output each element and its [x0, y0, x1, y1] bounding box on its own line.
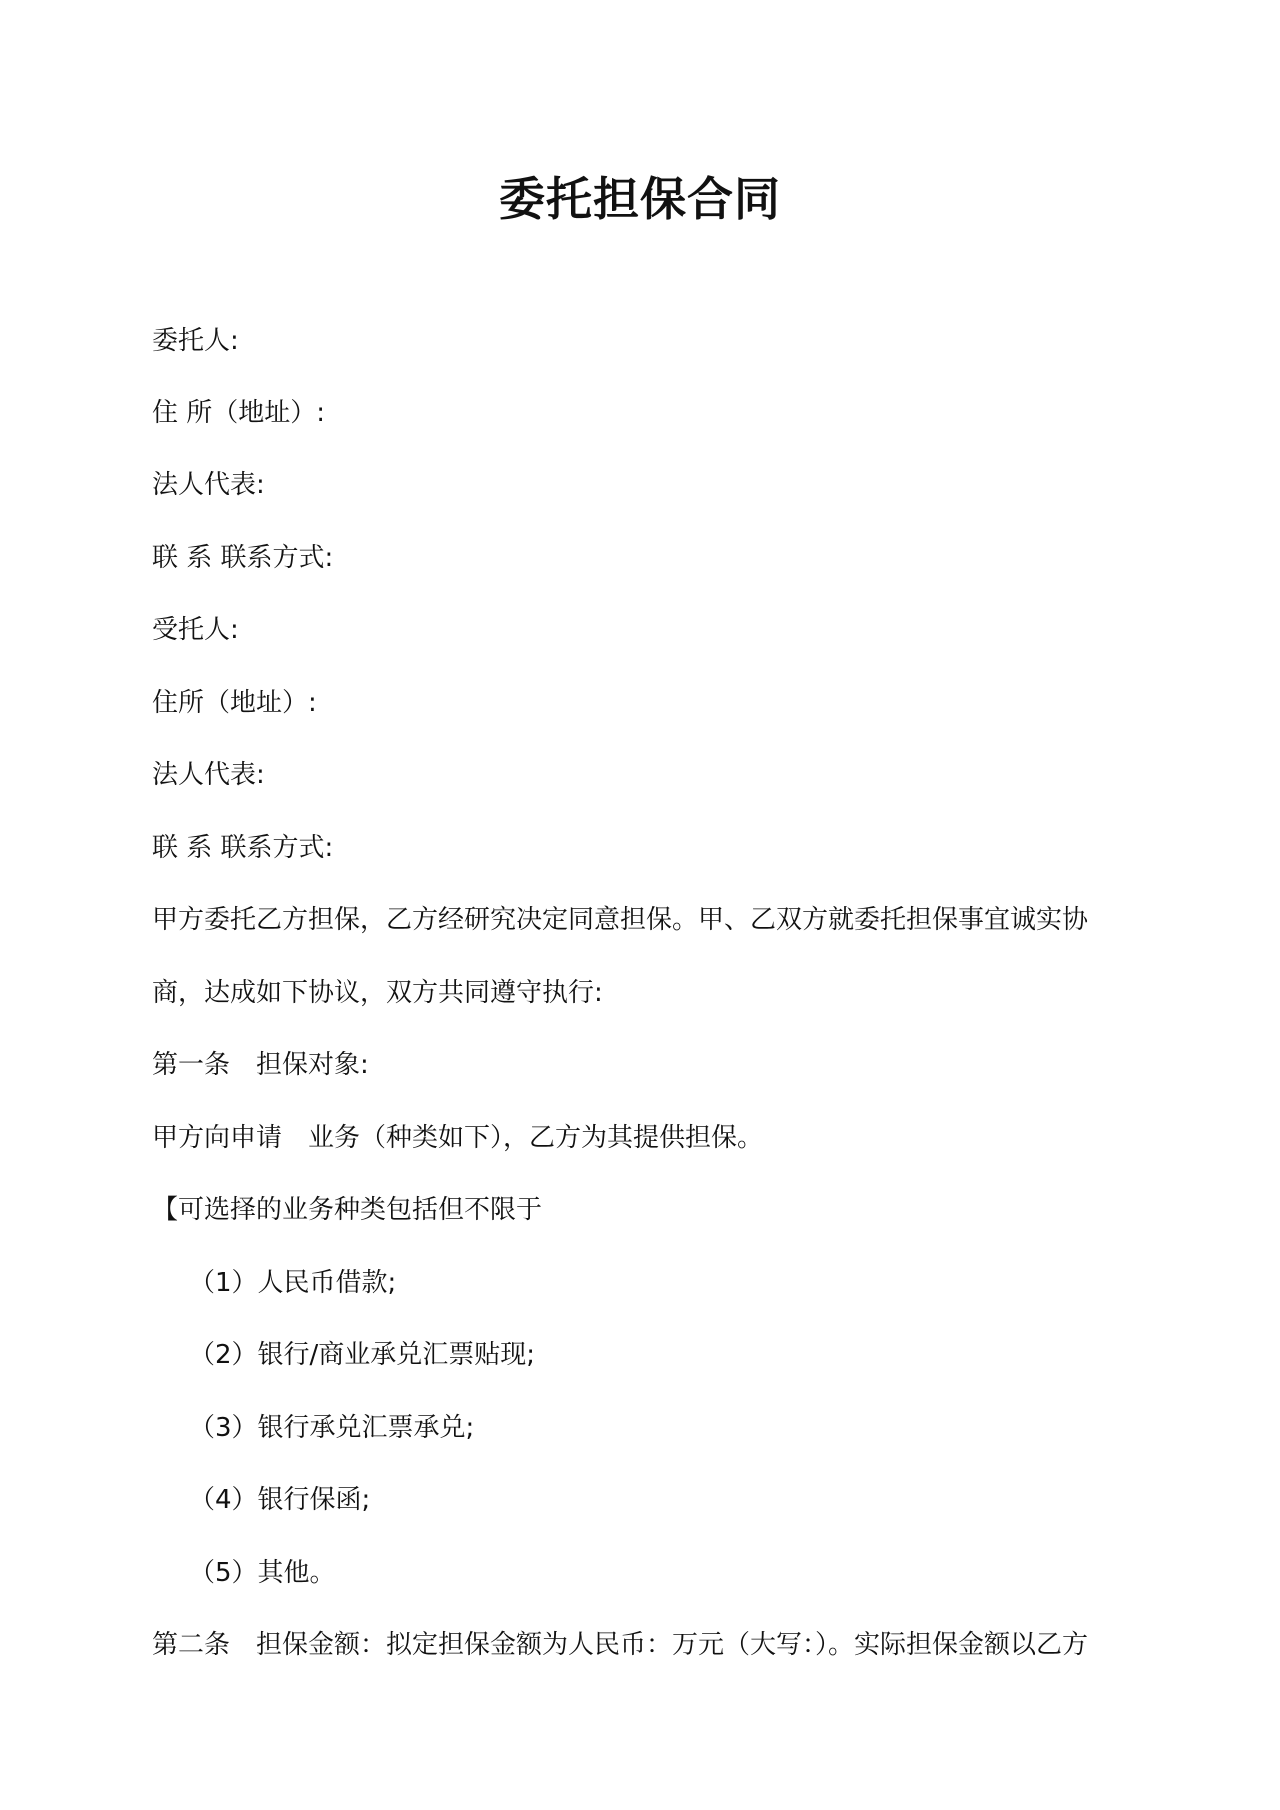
- trustee-address-label: 住所（地址）:: [152, 688, 317, 718]
- article-1-body: 甲方向申请 业务（种类如下），乙方为其提供担保。: [152, 1123, 764, 1153]
- document-title: 委托担保合同: [499, 172, 781, 226]
- principal-label: 委托人:: [152, 326, 239, 356]
- trustee-label: 受托人:: [152, 615, 239, 645]
- trustee-legal-rep-label: 法人代表:: [152, 760, 265, 790]
- principal-address-label: 住 所（地址）:: [152, 398, 326, 428]
- business-types-intro: 【可选择的业务种类包括但不限于: [152, 1195, 543, 1225]
- list-item: （1）人民币借款;: [189, 1268, 397, 1298]
- list-item: （5）其他。: [189, 1558, 336, 1588]
- list-item: （4）银行保函;: [189, 1485, 371, 1515]
- trustee-contact-label: 联 系 联系方式:: [152, 833, 334, 863]
- article-2-heading: 第二条 担保金额：拟定担保金额为人民币：万元（大写：）。实际担保金额以乙方: [152, 1630, 1089, 1660]
- preamble-line-2: 商，达成如下协议，双方共同遵守执行:: [152, 978, 603, 1008]
- list-item: （3）银行承兑汇票承兑;: [189, 1413, 475, 1443]
- preamble-line-1: 甲方委托乙方担保，乙方经研究决定同意担保。甲、乙双方就委托担保事宜诚实协: [152, 905, 1089, 935]
- article-1-heading: 第一条 担保对象:: [152, 1050, 369, 1080]
- principal-contact-label: 联 系 联系方式:: [152, 543, 334, 573]
- list-item: （2）银行/商业承兑汇票贴现;: [189, 1340, 536, 1370]
- principal-legal-rep-label: 法人代表:: [152, 470, 265, 500]
